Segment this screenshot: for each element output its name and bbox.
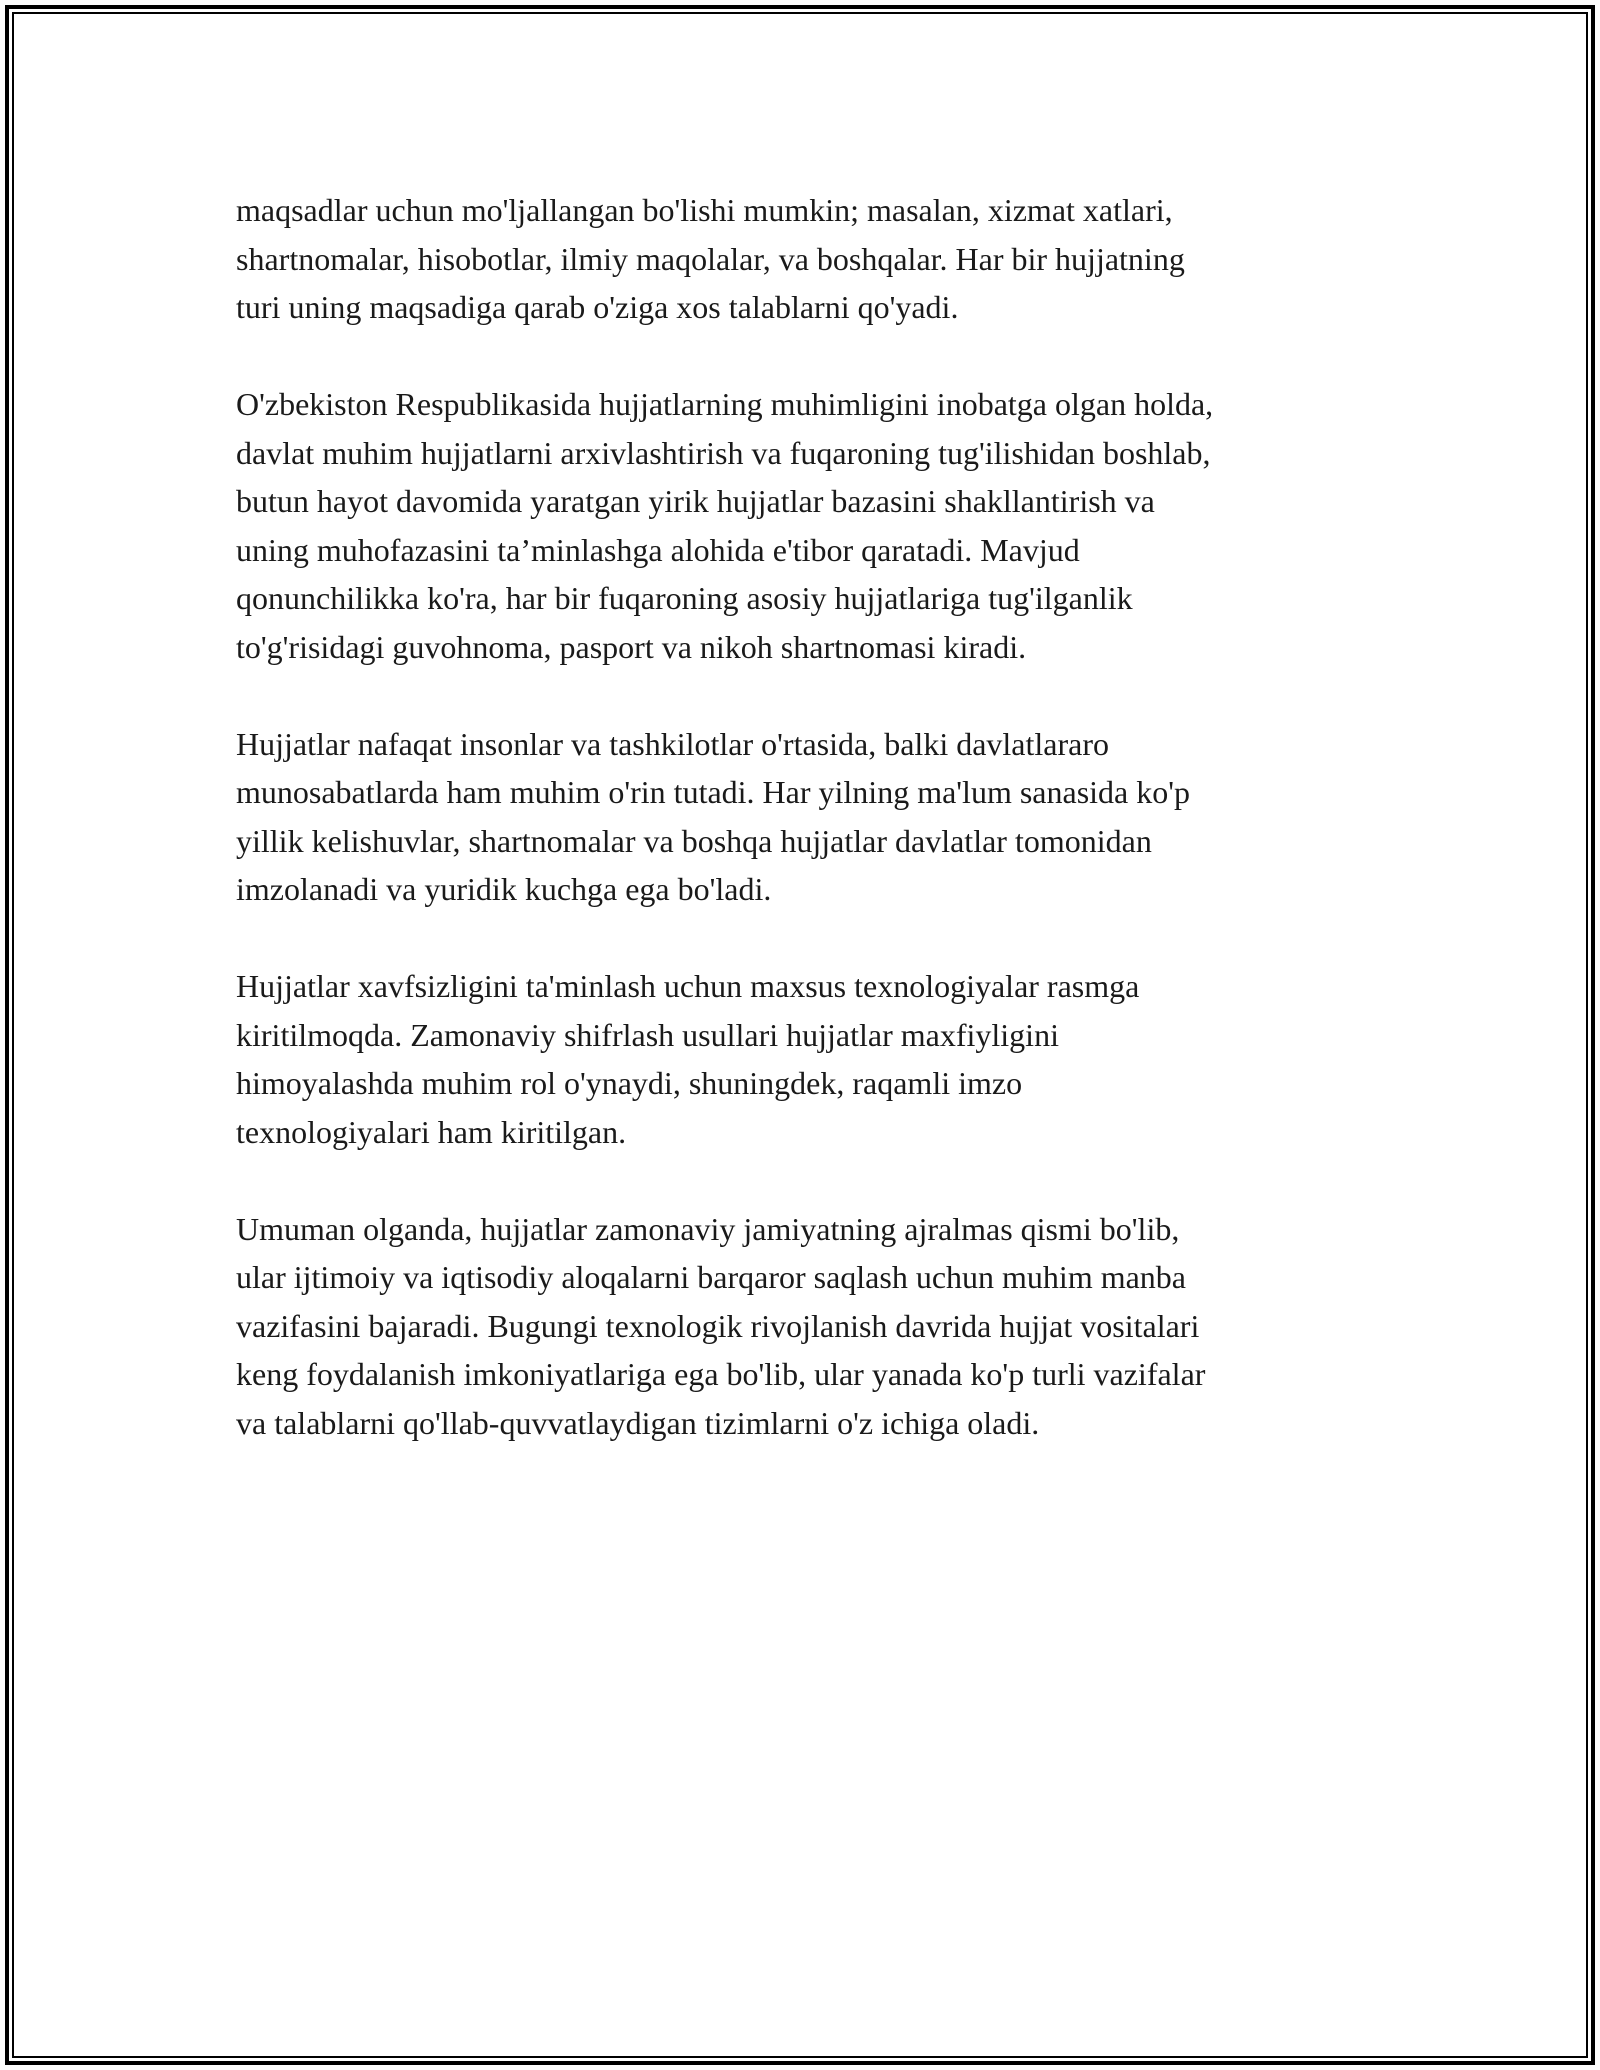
paragraph-document-security: Hujjatlar xavfsizligini ta'minlash uchun maxsus texnologiyalar rasmga kiritilmoqda. Zamonaviy shifrlash usullari hujjatlar maxfiyligini himoyalashda muhim rol o'ynaydi, shuningdek, raqamli imzo texnologiyalari ham kiritilgan. xyxy=(236,968,1140,1150)
paragraph-uzbekistan-archives: O'zbekiston Respublikasida hujjatlarning muhimligini inobatga olgan holda, davlat muhim hujjatlarni arxivlashtirish va fuqaroning tug'ilishidan boshlab, butun hayot davomida yaratgan yirik hujjatlar bazasini shakllantirish va uning muhofazasini ta’minlashga alohida e'tibor qaratadi. Mavjud qonunchilikka ko'ra, har bir fuqaroning asosiy hujjatlariga tug'ilganlik to'g'risidagi guvohnoma, pasport va nikoh shartnomasi kiradi. xyxy=(236,386,1214,665)
paragraph-document-types: maqsadlar uchun mo'ljallangan bo'lishi mumkin; masalan, xizmat xatlari, shartnomalar, hisobotlar, ilmiy maqolalar, va boshqalar. Har bir hujjatning turi uning maqsadiga qarab o'ziga xos talablarni qo'yadi. xyxy=(236,192,1185,325)
document-body xyxy=(236,186,1376,1496)
paragraph-international-relations: Hujjatlar nafaqat insonlar va tashkilotlar o'rtasida, balki davlatlararo munosabatlarda ham muhim o'rin tutadi. Har yilning ma'lum sanasida ko'p yillik kelishuvlar, shartnomalar va boshqa hujjatlar davlatlar tomonidan imzolanadi va yuridik kuchga ega bo'ladi. xyxy=(236,725,1190,907)
paragraph-conclusion: Umuman olganda, hujjatlar zamonaviy jamiyatning ajralmas qismi bo'lib, ular ijtimoiy va iqtisodiy aloqalarni barqaror saqlash uchun muhim manba vazifasini bajaradi. Bugungi texnologik rivojlanish davrida hujjat vositalari keng foydalanish imkoniyatlariga ega bo'lib, ular yanada ko'p turli vazifalar va talablarni qo'llab-quvvatlaydigan tizimlarni o'z ichiga oladi. xyxy=(236,1210,1206,1441)
